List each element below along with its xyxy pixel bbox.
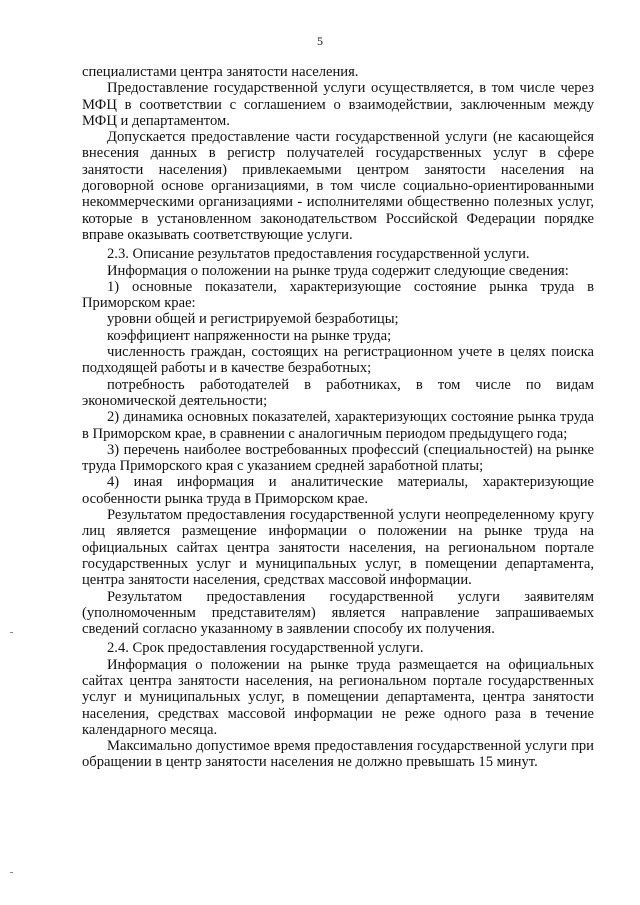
document-body xyxy=(82,64,594,771)
list-subitem: численность граждан, состоящих на регистрационном учете в целях поиска подходящей работы и в качестве безработных; xyxy=(82,344,594,377)
scan-edge-mark xyxy=(10,872,13,873)
paragraph: специалистами центра занятости населения. xyxy=(82,64,359,80)
scan-edge-mark xyxy=(10,632,13,633)
paragraph: Информация о положении на рынке труда размещается на официальных сайтах центра занятости населения, на региональном портале государственных услуг и муниципальных услуг, в помещении департамента, центра занятости населения, средствах массовой информации не реже одного раза в течение календарного месяца. xyxy=(82,656,594,738)
list-subitem: коэффициент напряженности на рынке труда; xyxy=(107,327,392,344)
list-item: 4) иная информация и аналитические материалы, характеризующие особенности рынка труда в Приморском крае. xyxy=(82,474,594,507)
section-heading-2-4: 2.4. Срок предоставления государственной услуги. xyxy=(107,640,424,657)
paragraph: Предоставление государственной услуги осуществляется, в том числе через МФЦ в соответствии с соглашением о взаимодействии, заключенным между МФЦ и департаментом. xyxy=(82,80,594,129)
list-item: 3) перечень наиболее востребованных профессий (специальностей) на рынке труда Приморского края с указанием средней заработной платы; xyxy=(82,441,594,475)
list-subitem: уровни общей и регистрируемой безработицы; xyxy=(107,311,399,328)
paragraph: Допускается предоставление части государственной услуги (не касающейся внесения данных в регистр получателей государственных услуг в сфере занятости населения) привлекаемыми центром занятости населения на договорной основе организациями, в том числе социально-ориентированными некоммерческими организациями - исполнителями общественно полезных услуг, которые в установленном законодательством Российской Федерации порядке вправе оказывать соответствующие услуги. xyxy=(82,129,594,243)
list-item: 2) динамика основных показателей, характеризующих состояние рынка труда в Приморском крае, в сравнении с аналогичным периодом предыдущего года; xyxy=(82,409,594,442)
paragraph: Результатом предоставления государственной услуги заявителям (уполномоченным представителям) является направление запрашиваемых сведений согласно указанному в заявлении способу их получения. xyxy=(82,588,594,638)
list-subitem: потребность работодателей в работниках, в том числе по видам экономической деятельности; xyxy=(82,376,594,409)
paragraph: Результатом предоставления государственной услуги неопределенному кругу лиц является размещение информации о положении на рынке труда на официальных сайтах центра занятости населения, на региональном портале государственных услуг и муниципальных услуг, в помещении департамента, центра занятости населения, средствах массовой информации. xyxy=(82,507,594,589)
section-heading-2-3: 2.3. Описание результатов предоставления государственной услуги. xyxy=(107,246,530,263)
paragraph: Максимально допустимое время предоставления государственной услуги при обращении в центр занятости населения не должно превышать 15 минут. xyxy=(82,738,594,771)
list-item: 1) основные показатели, характеризующие состояние рынка труда в Приморском крае: xyxy=(82,278,594,312)
paragraph: Информация о положении на рынке труда содержит следующие сведения: xyxy=(107,262,569,279)
page-number: 5 xyxy=(317,34,323,48)
